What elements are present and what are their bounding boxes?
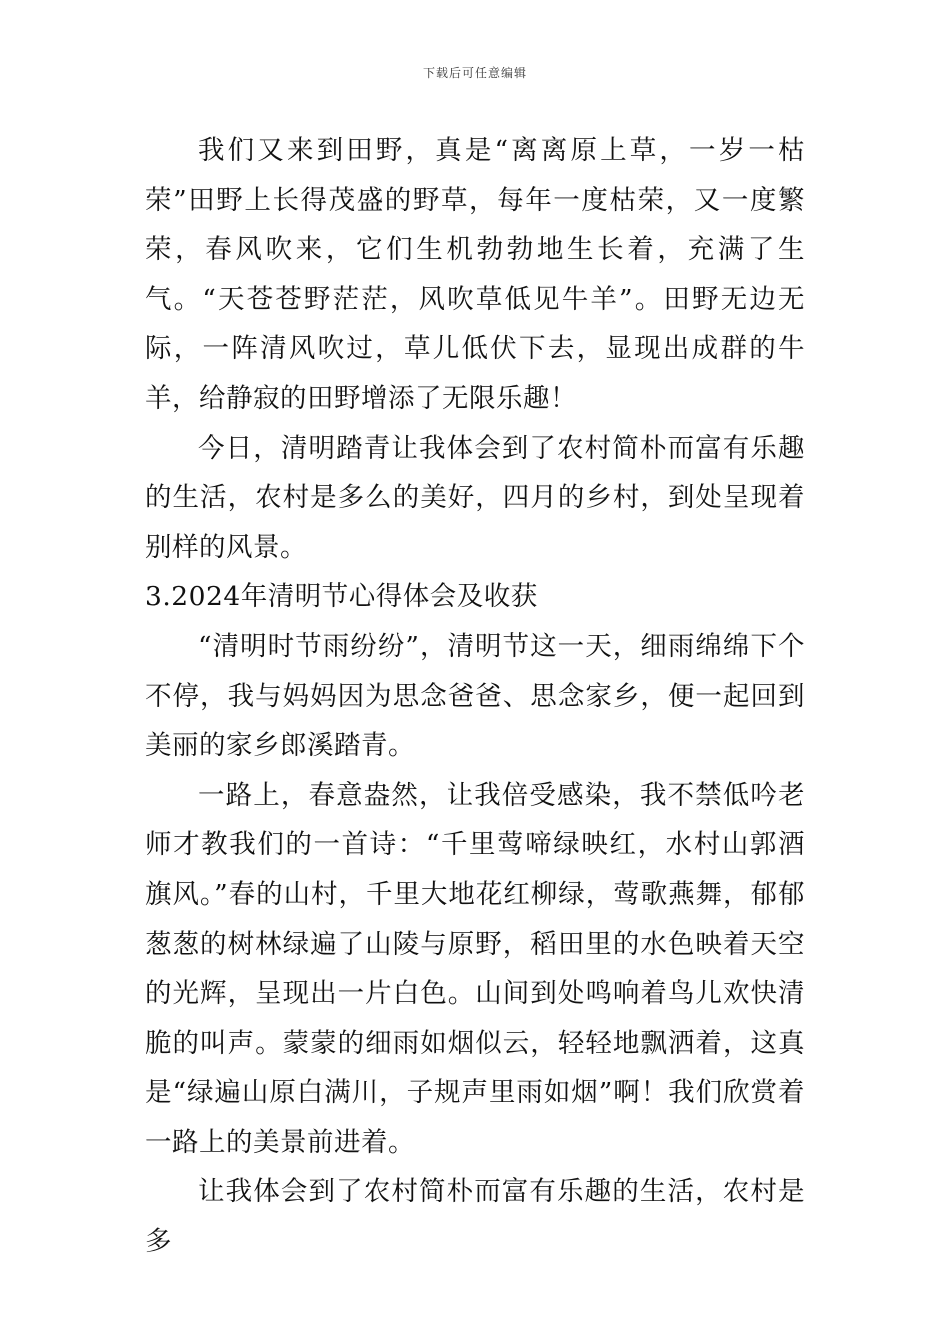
document-body [145, 126, 805, 1267]
paragraph-qingming-rain: “清明时节雨纷纷”，清明节这一天，细雨绵绵下个不停，我与妈妈因为思念爸爸、思念家乡，便一起回到美丽的家乡郎溪踏青。 [145, 630, 805, 762]
paragraph-rural-life: 让我体会到了农村简朴而富有乐趣的生活，农村是多 [145, 1176, 805, 1258]
section-heading: 3.2024年清明节心得体会及收获 [145, 581, 538, 613]
page-header: 下载后可任意编辑 [422, 66, 527, 80]
paragraph-conclusion: 今日，清明踏青让我体会到了农村简朴而富有乐趣的生活，农村是多么的美好，四月的乡村，到处呈现着别样的风景。 [145, 432, 805, 563]
paragraph-on-the-road: 一路上，春意盎然，让我倍受感染，我不禁低吟老师才教我们的一首诗：“千里莺啼绿映红，水村山郭酒旗风。”春的山村，千里大地花红柳绿，莺歌燕舞，郁郁葱葱的树林绿遍了山陵与原野，稻田里的水色映着天空的光辉，呈现出一片白色。山间到处鸣响着鸟儿欢快清脆的叫声。蒙蒙的细雨如烟似云，轻轻地飘洒着，这真是“绿遍山原白满川，子规声里雨如烟”啊！我们欣赏着一路上的美景前进着。 [145, 779, 805, 1158]
paragraph-fields: 我们又来到田野，真是“离离原上草，一岁一枯荣”田野上长得茂盛的野草，每年一度枯荣，又一度繁荣，春风吹来，它们生机勃勃地生长着，充满了生气。“天苍苍野茫茫，风吹草低见牛羊”。田野无边无际，一阵清风吹过，草儿低伏下去，显现出成群的牛羊，给静寂的田野增添了无限乐趣！ [145, 135, 805, 414]
